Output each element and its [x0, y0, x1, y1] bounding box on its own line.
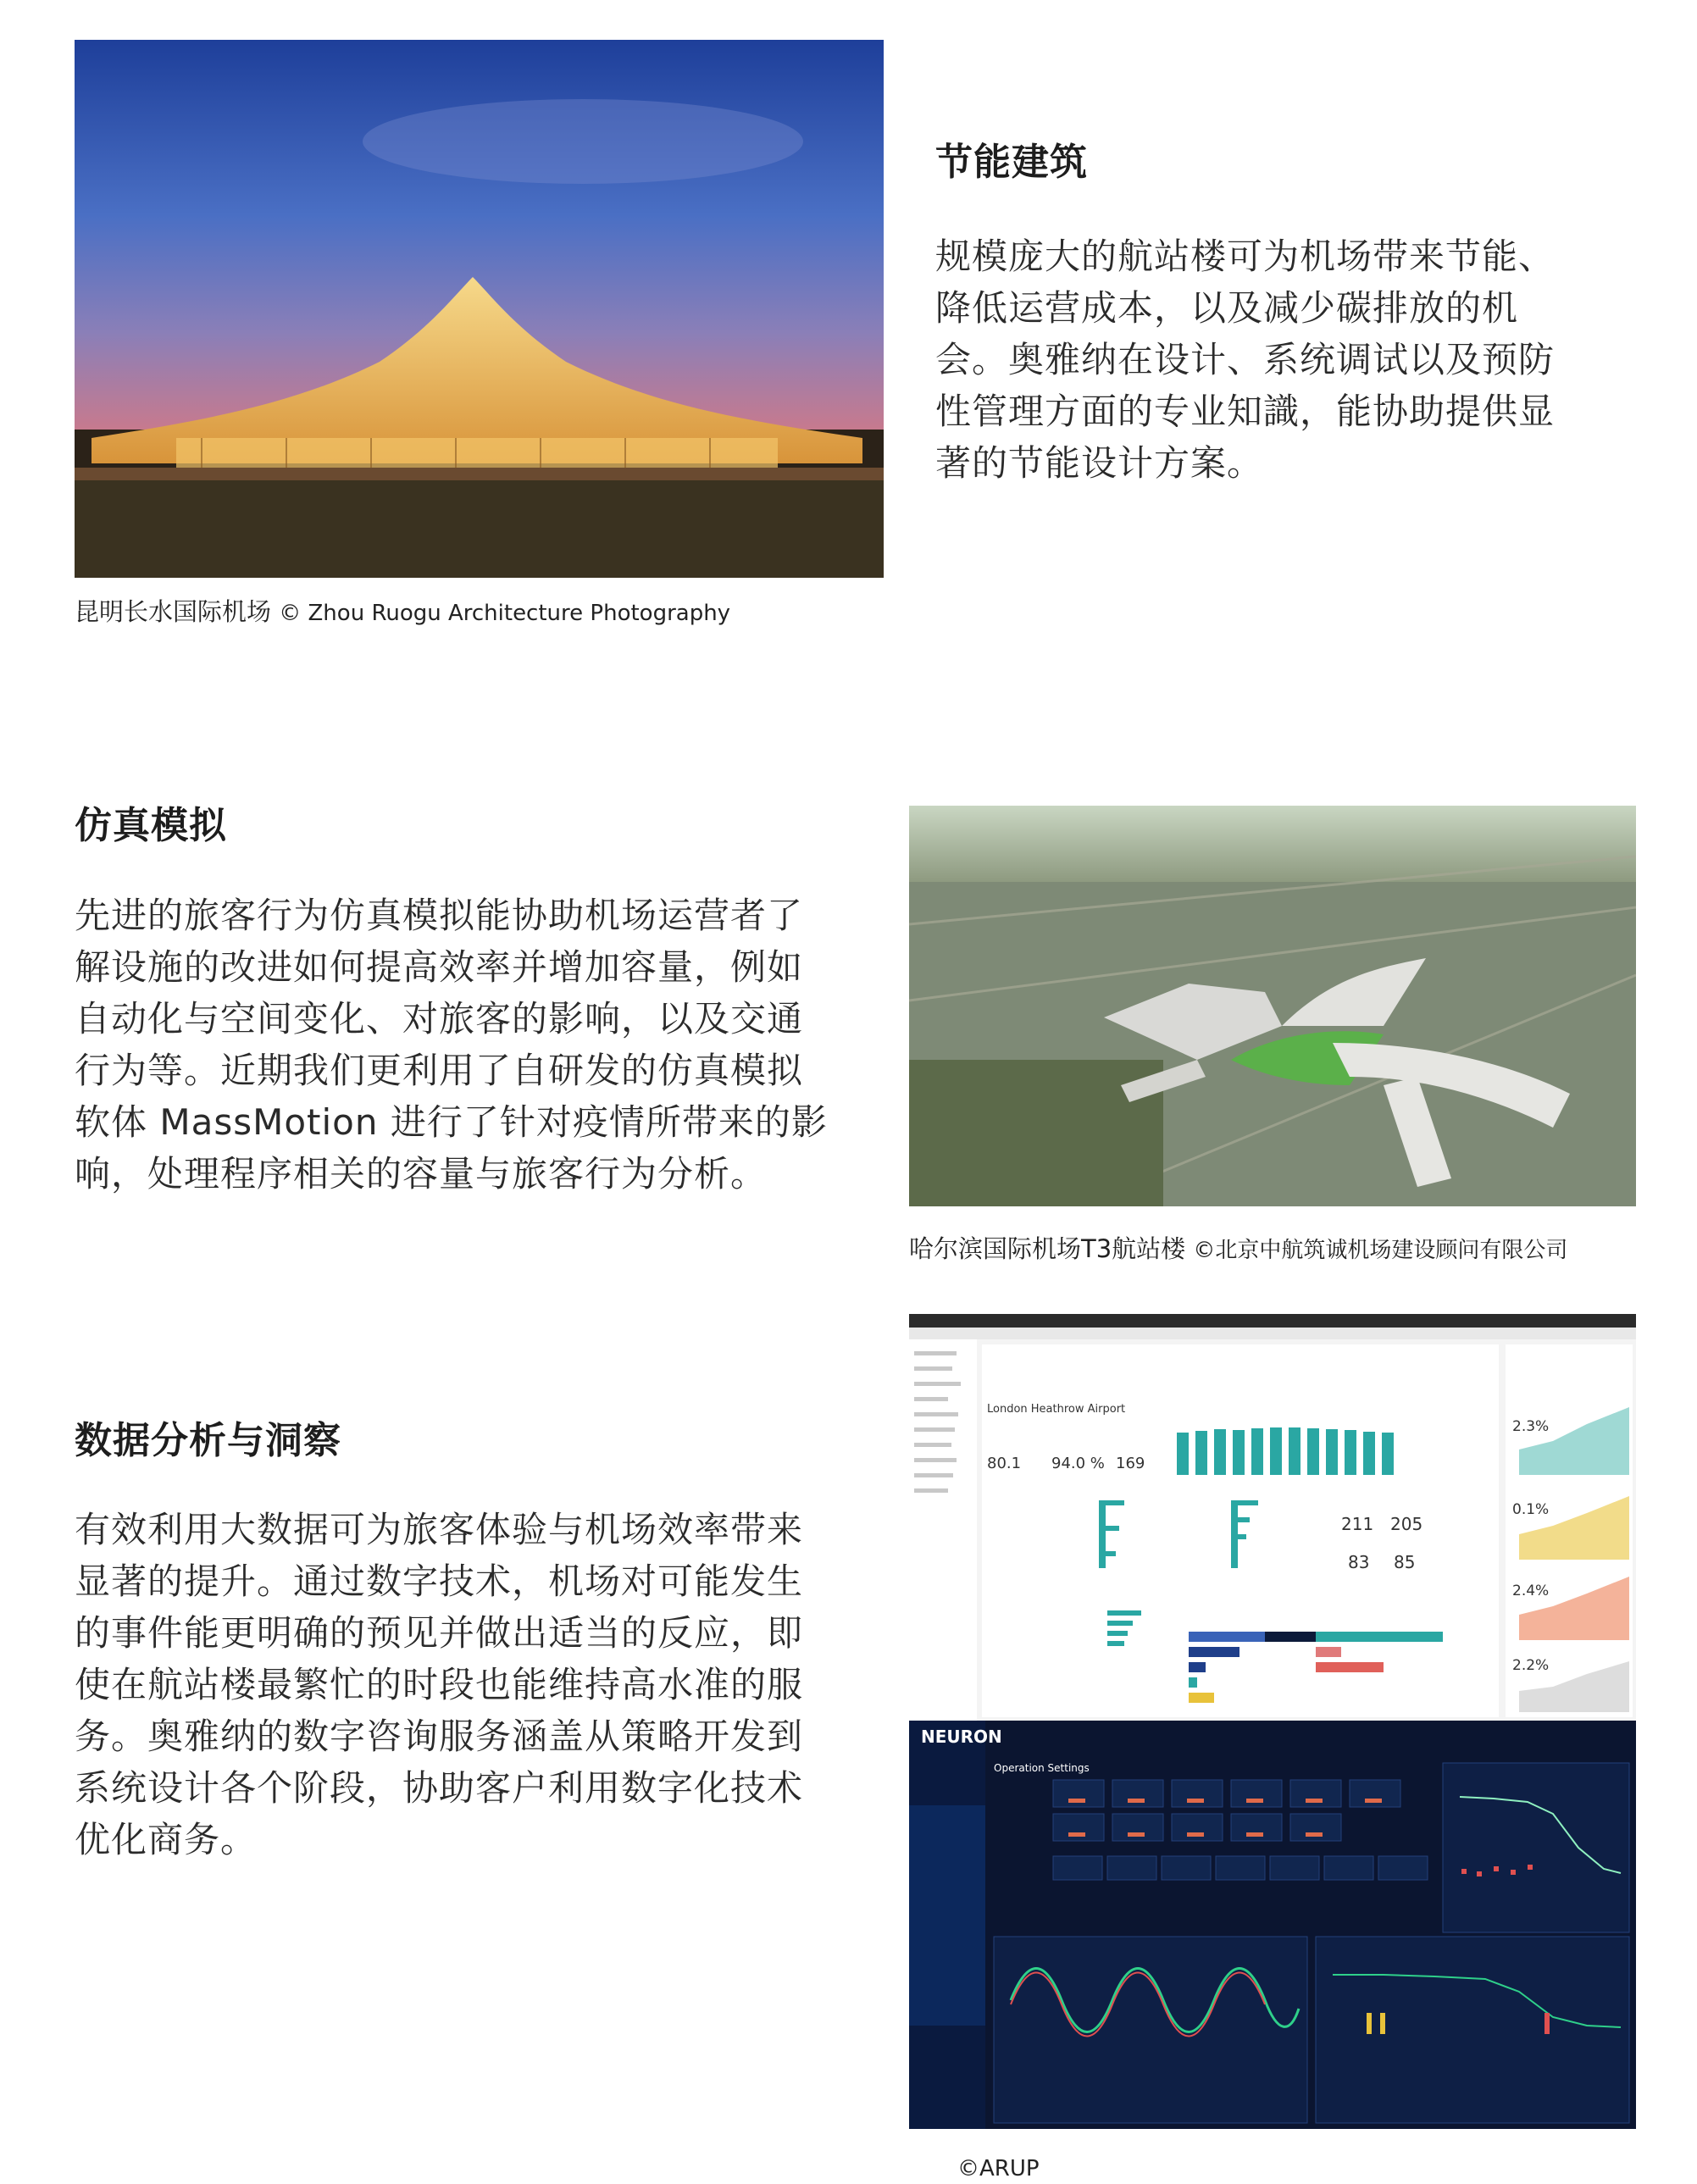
neuron-logo: NEURON	[921, 1727, 1002, 1747]
dashboard-pct: 2.2%	[1512, 1657, 1550, 1674]
dashboard-stat: 94.0 %	[1051, 1455, 1105, 1472]
body-line: 务。奥雅纳的数字咨询服务涵盖从策略开发到	[75, 1716, 804, 1757]
body-line: 规模庞大的航站楼可为机场带来节能、	[935, 236, 1556, 277]
dashboard-stat: 80.1	[987, 1455, 1022, 1472]
body-line: 著的节能设计方案。	[935, 442, 1264, 484]
kunming-caption-credit: © Zhou Ruogu Architecture Photography	[279, 601, 731, 626]
dashboard-count: 205	[1390, 1514, 1423, 1534]
dashboard-pct: 2.3%	[1512, 1418, 1550, 1435]
arup-credit: ©ARUP	[957, 2156, 1040, 2181]
harbin-airport-rendering	[909, 806, 1636, 1206]
kunming-caption-zh: 昆明长水国际机场	[75, 597, 272, 626]
section-heading-data: 数据分析与洞察	[75, 1419, 341, 1462]
body-line: 系统设计各个阶段，协助客户利用数字化技术	[75, 1767, 804, 1809]
body-line: 有效利用大数据可为旅客体验与机场效率带来	[75, 1509, 804, 1550]
dashboard-stat: 169	[1116, 1455, 1145, 1472]
section-body-energy	[935, 230, 1555, 489]
section-heading-simulation: 仿真模拟	[75, 804, 227, 847]
body-line: 使在航站楼最繁忙的时段也能维持高水准的服	[75, 1664, 804, 1705]
harbin-caption	[909, 1230, 1567, 1265]
section-body-data	[75, 1504, 803, 1865]
harbin-caption-zh: 哈尔滨国际机场T3航站楼	[909, 1234, 1186, 1263]
body-line: 解设施的改进如何提高效率并增加容量，例如	[75, 946, 804, 988]
dashboard-airport-name: London Heathrow Airport	[987, 1403, 1126, 1416]
body-line: 自动化与空间变化、对旅客的影响，以及交通	[75, 998, 804, 1039]
body-line: 行为等。近期我们更利用了自研发的仿真模拟	[75, 1050, 804, 1091]
body-line: 降低运营成本，以及减少碳排放的机	[935, 287, 1519, 329]
neuron-building-dashboard	[909, 1721, 1636, 2129]
section-body-simulation	[75, 890, 828, 1200]
dashboard-count: 211	[1341, 1514, 1374, 1534]
body-line: 的事件能更明确的预见并做出适当的反应，即	[75, 1612, 804, 1654]
airport-analytics-dashboard	[909, 1314, 1636, 1721]
dashboard-count: 83	[1348, 1552, 1370, 1572]
harbin-caption-credit: ©北京中航筑诚机场建设顾问有限公司	[1193, 1238, 1568, 1263]
body-line: 优化商务。	[75, 1819, 258, 1860]
body-line: 性管理方面的专业知識，能协助提供显	[935, 391, 1556, 432]
body-line: 响，处理程序相关的容量与旅客行为分析。	[75, 1153, 768, 1195]
kunming-airport-photo	[75, 40, 884, 578]
section-heading-energy: 节能建筑	[935, 141, 1088, 184]
body-line: 软体 MassMotion 进行了针对疫情所带来的影	[75, 1101, 828, 1143]
neuron-panel-title: Operation Settings	[994, 1762, 1090, 1774]
dashboard-pct: 0.1%	[1512, 1501, 1550, 1518]
dashboard-pct: 2.4%	[1512, 1583, 1550, 1599]
dashboard-count: 85	[1394, 1552, 1416, 1572]
kunming-caption	[75, 593, 730, 628]
body-line: 显著的提升。通过数字技术，机场对可能发生	[75, 1560, 804, 1602]
body-line: 会。奥雅纳在设计、系统调试以及预防	[935, 339, 1556, 380]
body-line: 先进的旅客行为仿真模拟能协助机场运营者了	[75, 895, 804, 936]
